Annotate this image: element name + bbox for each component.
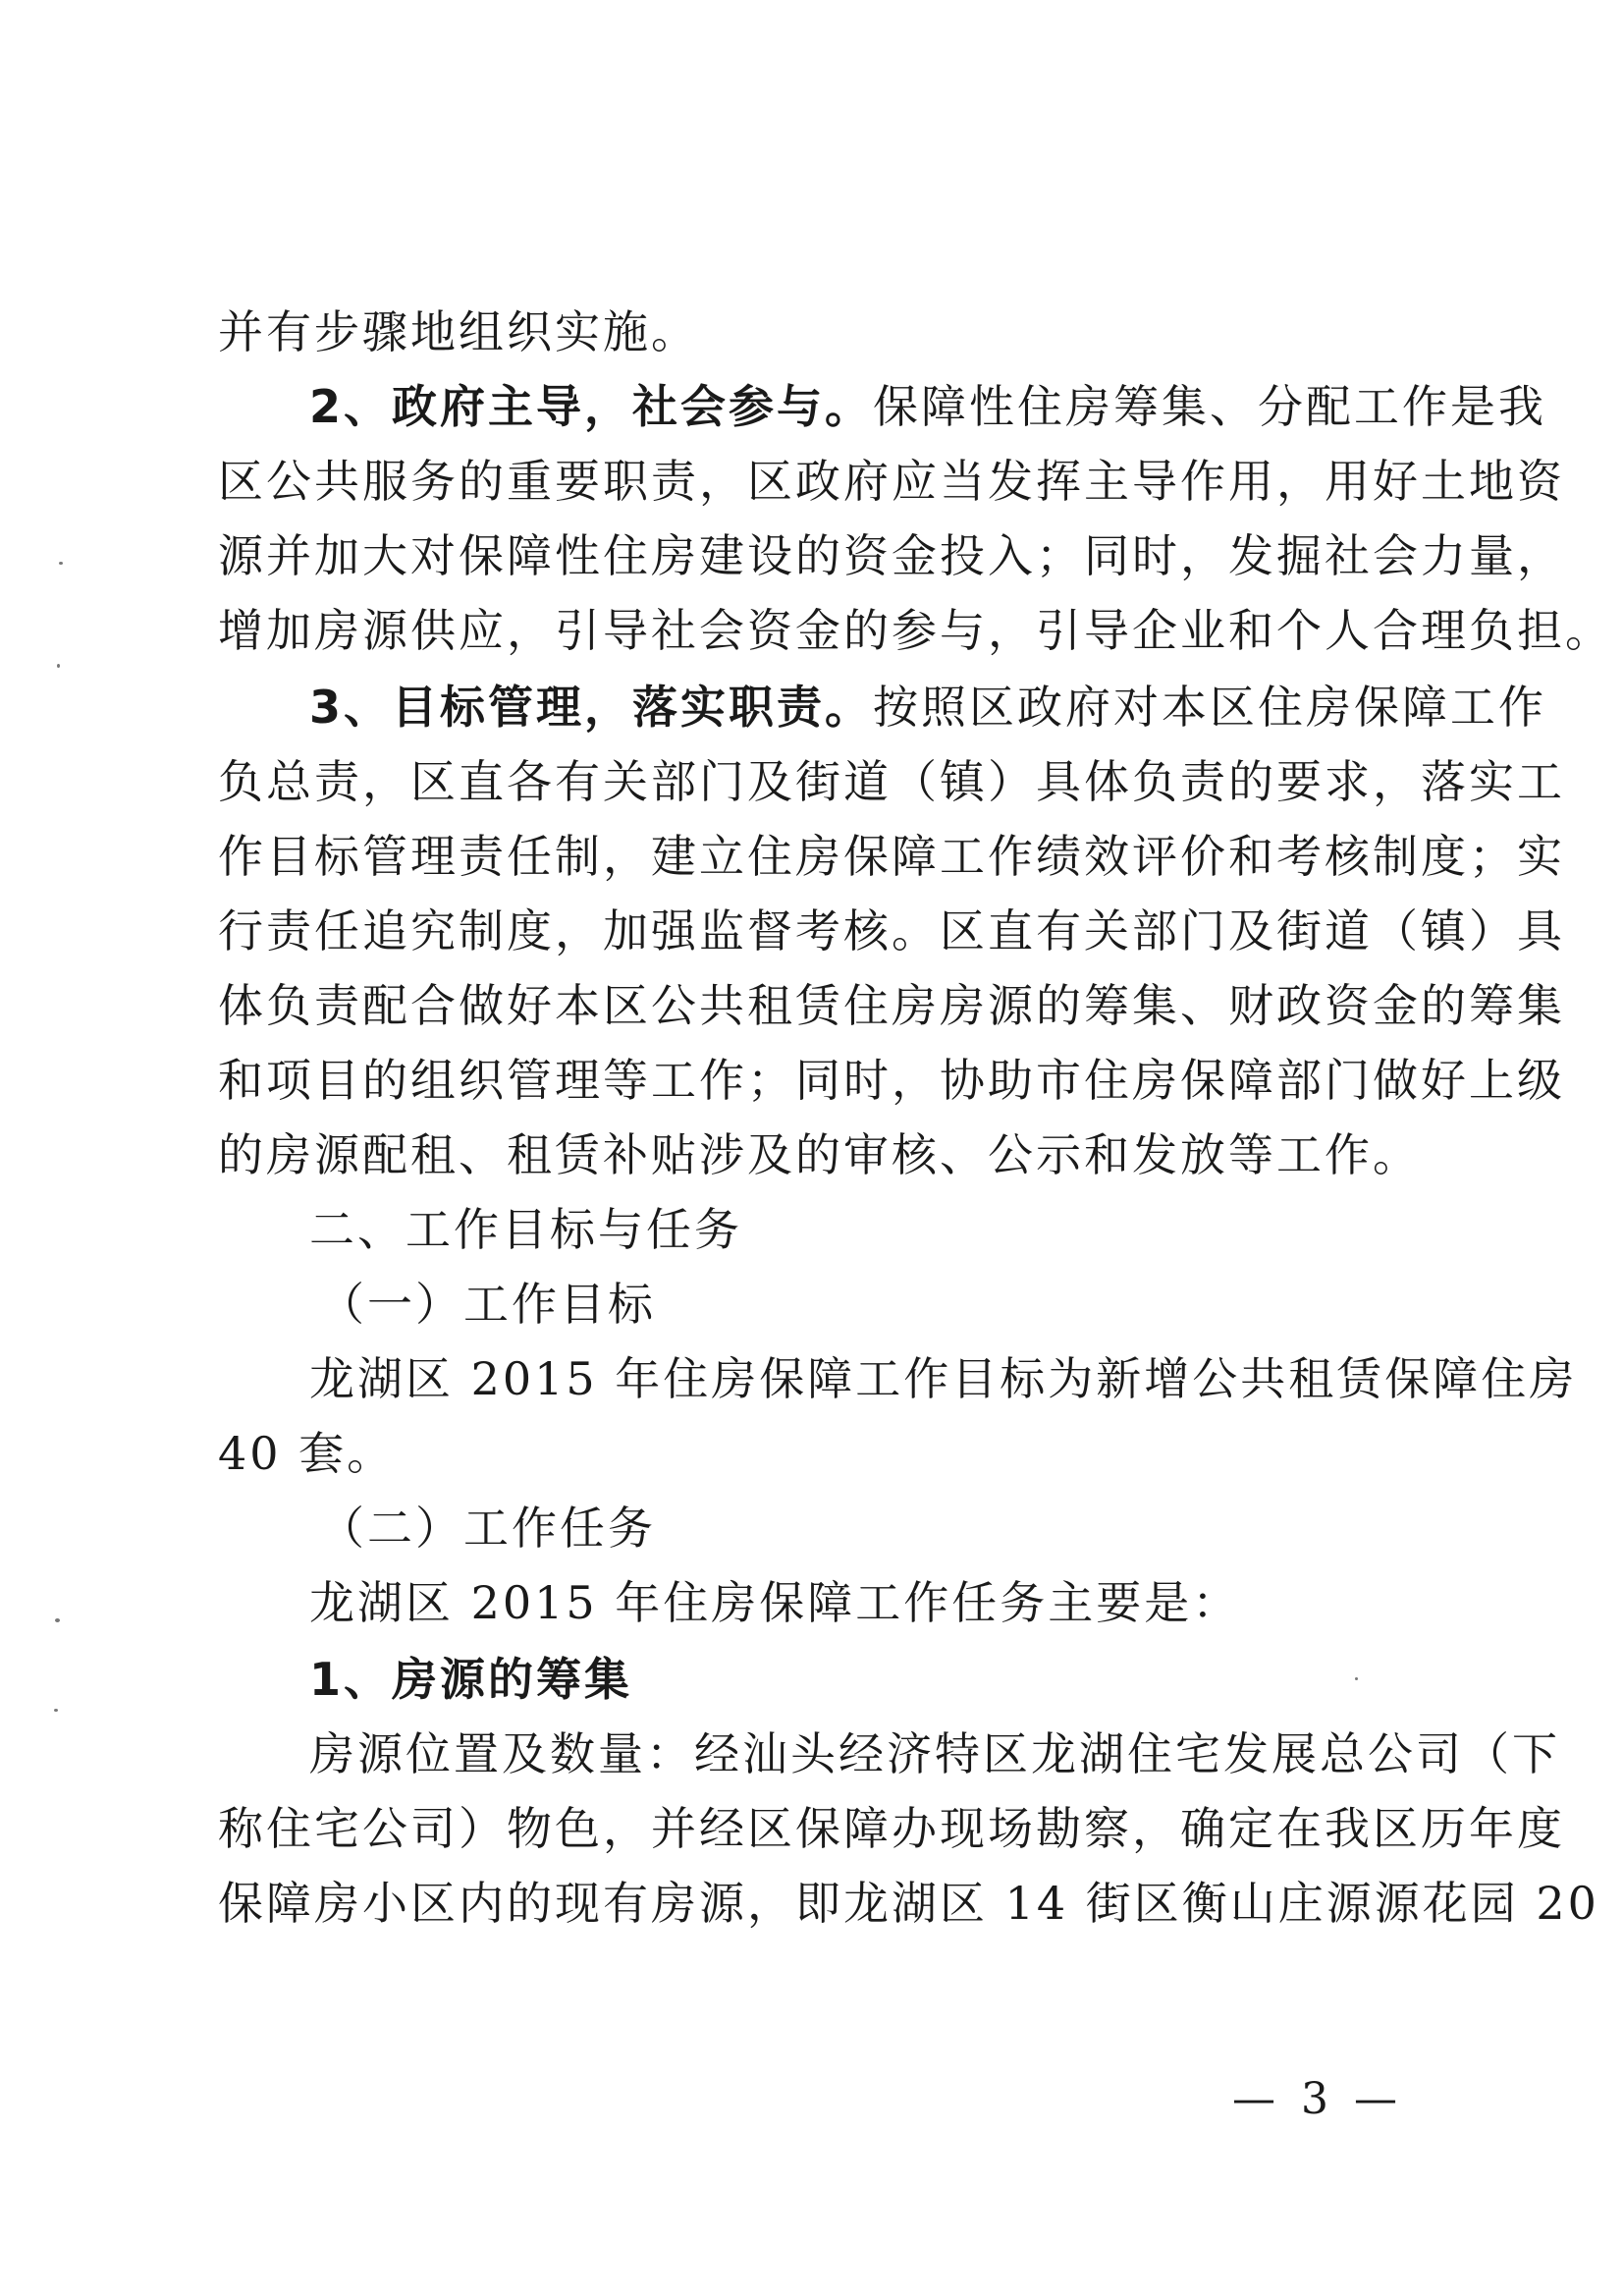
paragraph-line: 龙湖区 2015 年住房保障工作目标为新增公共租赁保障住房 [309, 1352, 1578, 1405]
paragraph-line: 区公共服务的重要职责，区政府应当发挥主导作用，用好土地资 [218, 455, 1565, 508]
principle-heading: 2、政府主导，社会参与。 [309, 380, 874, 433]
paragraph-line: 体负责配合做好本区公共租赁住房房源的筹集、财政资金的筹集 [218, 979, 1565, 1032]
subsection-heading: （二）工作任务 [319, 1502, 656, 1555]
paragraph-line: 2、政府主导，社会参与。保障性住房筹集、分配工作是我 [309, 380, 1547, 433]
scan-speck [55, 1618, 60, 1622]
item-heading: 1、房源的筹集 [309, 1653, 633, 1706]
paragraph-line: 并有步骤地组织实施。 [218, 305, 699, 358]
paragraph-line: 房源位置及数量：经汕头经济特区龙湖住宅发展总公司（下 [309, 1727, 1560, 1780]
paragraph-line: 负总责，区直各有关部门及街道（镇）具体负责的要求，落实工 [218, 755, 1565, 808]
paragraph-line: 和项目的组织管理等工作；同时，协助市住房保障部门做好上级 [218, 1054, 1565, 1107]
scan-speck [54, 1709, 58, 1712]
scan-speck [1355, 1677, 1358, 1680]
paragraph-line: 增加房源供应，引导社会资金的参与，引导企业和个人合理负担。 [218, 604, 1613, 657]
scan-speck [57, 664, 60, 668]
paragraph-line: 源并加大对保障性住房建设的资金投入；同时，发掘社会力量， [218, 529, 1565, 582]
section-heading: 二、工作目标与任务 [309, 1203, 742, 1256]
subsection-heading: （一）工作目标 [319, 1278, 656, 1331]
paragraph-line: 40 套。 [218, 1427, 396, 1480]
paragraph-line: 作目标管理责任制，建立住房保障工作绩效评价和考核制度；实 [218, 830, 1565, 883]
paragraph-line: 龙湖区 2015 年住房保障工作任务主要是： [309, 1576, 1241, 1629]
paragraph-line: 保障房小区内的现有房源，即龙湖区 14 街区衡山庄源源花园 20 [218, 1877, 1599, 1930]
paragraph-line: 行责任追究制度，加强监督考核。区直有关部门及街道（镇）具 [218, 904, 1565, 957]
paragraph-line: 的房源配租、租赁补贴涉及的审核、公示和发放等工作。 [218, 1128, 1421, 1181]
paragraph-line: 3、目标管理，落实职责。按照区政府对本区住房保障工作 [309, 681, 1547, 734]
paragraph-line: 称住宅公司）物色，并经区保障办现场勘察，确定在我区历年度 [218, 1802, 1565, 1855]
scan-speck [59, 562, 63, 565]
principle-heading: 3、目标管理，落实职责。 [309, 681, 874, 734]
page-number: — 3 — [1232, 2074, 1403, 2124]
